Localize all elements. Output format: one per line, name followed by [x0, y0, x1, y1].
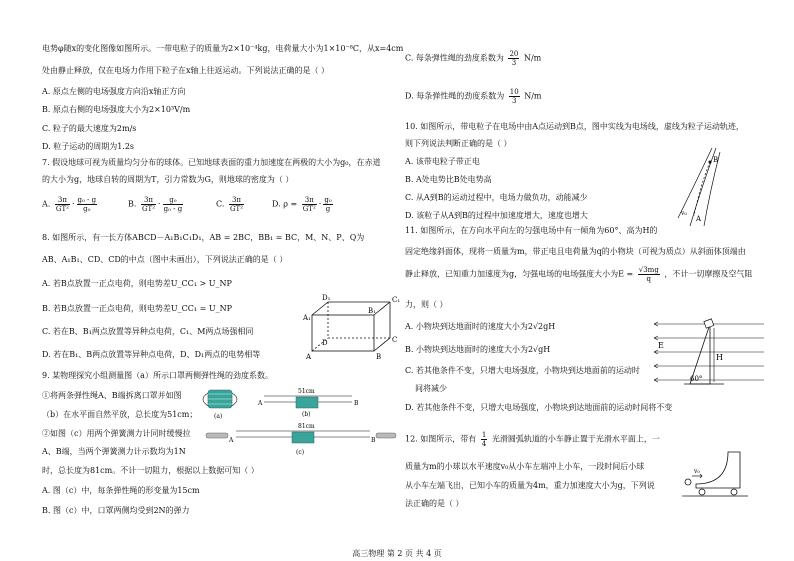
label-fig-a: (a): [214, 413, 223, 420]
q6-option-a: A. 原点左侧的电场强度方向沿x轴正方向: [42, 87, 186, 96]
label-fig-b: (b): [302, 411, 311, 418]
q10-option-d: D. 该粒子从A到B的过程中加速度增大，速度也增大: [405, 211, 588, 220]
cube-label-a: A: [306, 353, 312, 361]
q7-option-c: C. $\frac{3\pi}{\text{GT²}}$: [216, 196, 244, 213]
q11-option-b: B. 小物块到达地面时的速度大小为2√gH: [405, 345, 551, 354]
q9-stem: 9. 某物理探究小组测量图（a）所示口罩两侧弹性绳的劲度系数。: [42, 371, 273, 380]
q8-option-d: D. 若在B₁、B两点放置等异种点电荷，D、D₁两点的电势相等: [42, 350, 261, 359]
q6-stem-line1: 电势φ随x的变化图像如图所示。一带电粒子的质量为2×10⁻⁴kg，电荷量大小为1×10⁻⁸C，从x=4cm: [42, 44, 404, 53]
q10-stem-line2: 则下列说法判断正确的是（ ）: [405, 139, 512, 148]
incline-field-diagram: [654, 318, 766, 390]
label-fig-c: (c): [296, 449, 305, 456]
q7-option-b: B. $\frac{3\pi}{\text{GT²}}$ · $\frac{\text{g₀}}{\text{g₀ - g}}$: [128, 196, 183, 213]
q9-step2c: 时，总长度为81cm。不计一切阻力，根据以上数据可知（ ）: [42, 466, 259, 475]
q6-option-d: D. 粒子运动的周期为1.2s: [42, 142, 135, 151]
q6-stem-line2: 处由静止释放，仅在电场力作用下粒子在x轴上往返运动。下列说法正确的是（ ）: [42, 66, 330, 75]
q9-step1: ①将两条弹性绳A、B端拆离口罩并如图: [42, 391, 182, 400]
q8-option-c: C. 若在B、B₁两点放置等异种点电荷，C₁、M两点场强相同: [42, 327, 254, 336]
cube-label-b1: B₁: [368, 307, 376, 315]
q8-option-a: A. 若B点放置一正点电荷，则电势差U_CC₁ > U_NP: [42, 279, 232, 288]
label-b-b: B: [354, 400, 359, 407]
fig12-label-v0: v₀: [694, 468, 700, 475]
q11-stem-line1: 11. 如图所示，在方向水平向左的匀强电场中有一倾角为60°、高为H的: [405, 226, 658, 235]
cube-label-c: C: [392, 336, 398, 344]
label-51cm: 51cm: [298, 388, 315, 395]
q6-option-c: C. 粒子的最大速度为2m/s: [42, 124, 137, 133]
cuboid-diagram: [302, 290, 402, 364]
q10-option-b: B. A处电势比B处电势高: [405, 175, 492, 184]
label-b-a: A: [258, 400, 263, 407]
field-line-diagram: [672, 146, 722, 228]
q9-option-c: C. 每条弹性绳的劲度系数为 $\frac{20}{3}$ N/m: [405, 50, 542, 67]
mask-figure-c: [206, 423, 396, 456]
q11-stem-line4: 力，则（ ）: [405, 300, 448, 309]
mask-figure-b: [257, 388, 359, 418]
q10-option-c: C. 从A到B的运动过程中，电场力做负功，动能减少: [405, 193, 588, 202]
q12-stem-line2: 质量为m的小球以水平速度v₀从小车左端冲上小车，一段时间后小球: [405, 462, 645, 471]
q12-stem-line3: 从小车左端飞出，已知小车的质量为4m，重力加速度大小为g，下列说: [405, 481, 655, 490]
fig11-label-60: 60°: [690, 375, 703, 383]
q9-option-d: D. 每条弹性绳的劲度系数为 $\frac{10}{3}$ N/m: [405, 88, 542, 105]
fig10-label-b: B: [713, 156, 719, 164]
q7-option-a: A. $\frac{3\pi}{\text{GT²}}$ · $\frac{\text{g₀ - g}}{\text{g₀}}$: [42, 196, 97, 213]
label-81cm: 81cm: [298, 423, 315, 430]
cube-label-c1: C₁: [392, 296, 401, 304]
cube-label-a1: A₁: [303, 314, 311, 322]
q12-stem-line4: 法正确的是（ ）: [405, 499, 464, 508]
q9-step2b: A、B端，当两个弹簧测力计示数均为1N: [42, 447, 186, 456]
q7-stem-line1: 7. 假设地球可视为质量均匀分布的球体。已知地球表面的重力加速度在两极的大小为g₀，在赤道: [42, 158, 381, 167]
q11-option-a: A. 小物块到达地面时的速度大小为2√2gH: [405, 322, 556, 331]
cube-label-b: B: [376, 353, 382, 361]
q11-option-c2: 间将减少: [415, 384, 447, 393]
q9-option-a: A. 图（c）中，每条弹性绳的形变量为15cm: [42, 486, 200, 495]
q9-step2: ②如图（c）用两个弹簧测力计同时缓慢拉: [42, 429, 191, 438]
q8-option-b: B. 若B点放置一正点电荷，则电势差U_CC₁ = U_NP: [42, 304, 232, 313]
cube-label-d: D: [322, 339, 328, 347]
mask-figure-a: [203, 390, 237, 420]
q7-stem-line2: 的大小为g，地球自转的周期为T，引力常数为G，则地球的密度为（ ）: [42, 175, 294, 184]
fig11-label-h: H: [716, 353, 723, 362]
cart-arc-diagram: [682, 448, 748, 500]
label-c-a: A: [229, 437, 234, 444]
q10-stem-line1: 10. 如图所示，带电粒子在电场中由A点运动到B点，图中实线为电场线，虚线为粒子运动轨迹，: [405, 122, 744, 131]
q12-stem-line1: 12. 如图所示，带有 $\frac{1}{4}$ 光滑圆弧轨道的小车静止置于光滑水平面上，一: [405, 431, 660, 448]
q9-option-b: B. 图（c）中，口罩两侧均受到2N的弹力: [42, 506, 190, 515]
mask-figures: [198, 384, 398, 462]
page-footer: 高三物理 第 2 页 共 4 页: [352, 549, 442, 558]
label-c-b: B: [371, 437, 376, 444]
q7-option-d: D. ρ = $\frac{3\pi}{\text{GT²}}$ · $\frac{\text{g₀}}{g}$: [272, 196, 332, 213]
q11-option-d: D. 若其他条件不变，只增大电场强度，小物块到达地面前的运动时间将不变: [405, 403, 673, 412]
fig10-label-v0: v₀: [681, 210, 687, 217]
q11-option-c1: C. 若其他条件不变，只增大电场强度，小物块到达地面前的运动时: [405, 366, 640, 375]
cube-label-d1: D₁: [322, 294, 331, 302]
q8-stem-line1: 8. 如图所示，有一长方体ABCD－A₁B₁C₁D₁，AB = 2BC，BB₁ = BC，M、N、P、Q为: [42, 233, 365, 242]
q9-step1b: （b）在水平面自然平放，总长度为51cm；: [42, 410, 198, 419]
fig11-label-e: E: [658, 341, 664, 350]
q10-option-a: A. 该带电粒子带正电: [405, 157, 480, 166]
q6-option-b: B. 原点右侧的电场强度大小为2×10³V/m: [42, 105, 191, 114]
q8-stem-line2: AB、A₁B₁、CD、CD的中点（图中未画出），下列说法正确的是（ ）: [42, 255, 288, 264]
q11-stem-line2: 固定绝缘斜面体，现将一质量为m，带正电且电荷量为q的小物块（可视为质点）从斜面体顶端由: [405, 247, 746, 256]
q11-stem-line3: 静止释放，已知重力加速度为g，匀强电场的电场强度大小为E = $\frac{√3mg}{q}$ ，不计一切摩擦及空气阻: [405, 266, 753, 283]
fig10-label-a: A: [696, 215, 702, 223]
